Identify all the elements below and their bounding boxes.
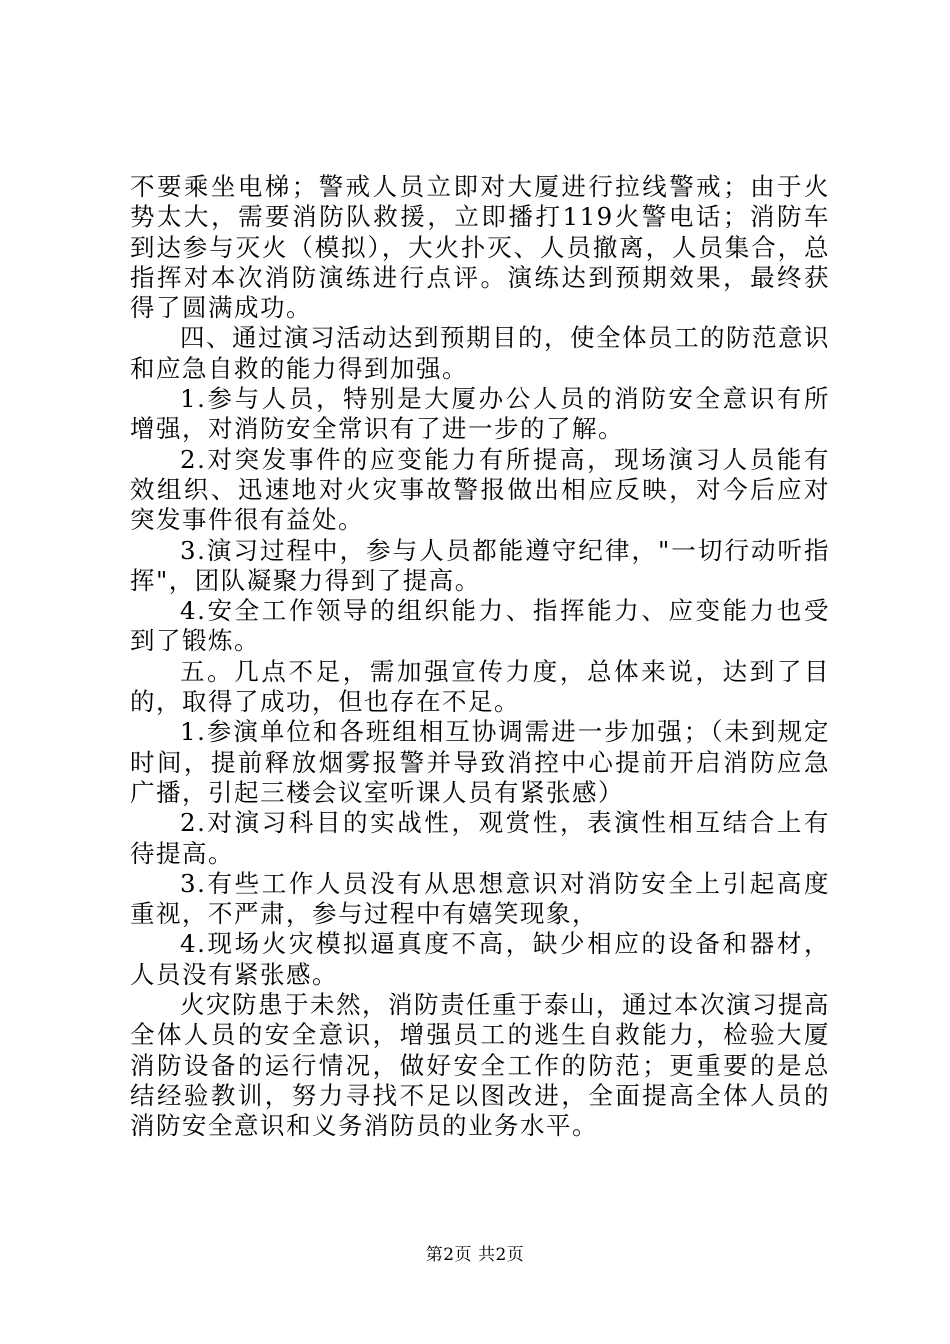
paragraph-item: 1.参与人员，特别是大厦办公人员的消防安全意识有所增强，对消防安全常识有了进一步的了解。 bbox=[130, 384, 830, 444]
paragraph-continued: 不要乘坐电梯；警戒人员立即对大厦进行拉线警戒；由于火势太大，需要消防队救援，立即播打119火警电话；消防车到达参与灭火（模拟），大火扑灭、人员撤离，人员集合，总指挥对本次消防演练进行点评。演练达到预期效果，最终获得了圆满成功。 bbox=[130, 172, 830, 323]
document-body bbox=[130, 172, 830, 1142]
paragraph-item: 3.有些工作人员没有从思想意识对消防安全上引起高度重视，不严肃，参与过程中有嬉笑现象， bbox=[130, 868, 830, 929]
paragraph-item: 1.参演单位和各班组相互协调需进一步加强；（未到规定时间，提前释放烟雾报警并导致消控中心提前开启消防应急广播，引起三楼会议室听课人员有紧张感） bbox=[130, 717, 830, 807]
paragraph-conclusion: 火灾防患于未然，消防责任重于泰山，通过本次演习提高全体人员的安全意识，增强员工的逃生自救能力，检验大厦消防设备的运行情况，做好安全工作的防范；更重要的是总结经验教训，努力寻找不足以图改进，全面提高全体人员的消防安全意识和义务消防员的业务水平。 bbox=[130, 990, 830, 1141]
paragraph-item: 3.演习过程中，参与人员都能遵守纪律，"一切行动听指挥"，团队凝聚力得到了提高。 bbox=[130, 535, 830, 595]
paragraph-item: 2.对突发事件的应变能力有所提高，现场演习人员能有效组织、迅速地对火灾事故警报做出相应反映，对今后应对突发事件很有益处。 bbox=[130, 444, 830, 535]
paragraph-item: 4.安全工作领导的组织能力、指挥能力、应变能力也受到了锻炼。 bbox=[130, 596, 830, 656]
paragraph-section-five: 五。几点不足，需加强宣传力度，总体来说，达到了目的，取得了成功，但也存在不足。 bbox=[130, 656, 830, 717]
paragraph-item: 2.对演习科目的实战性，观赏性，表演性相互结合上有待提高。 bbox=[130, 808, 830, 868]
paragraph-item: 4.现场火灾模拟逼真度不高，缺少相应的设备和器材，人员没有紧张感。 bbox=[130, 929, 830, 989]
page-footer: 第2页 共2页 bbox=[425, 1245, 525, 1265]
paragraph-section-four: 四、通过演习活动达到预期目的，使全体员工的防范意识和应急自救的能力得到加强。 bbox=[130, 323, 830, 383]
